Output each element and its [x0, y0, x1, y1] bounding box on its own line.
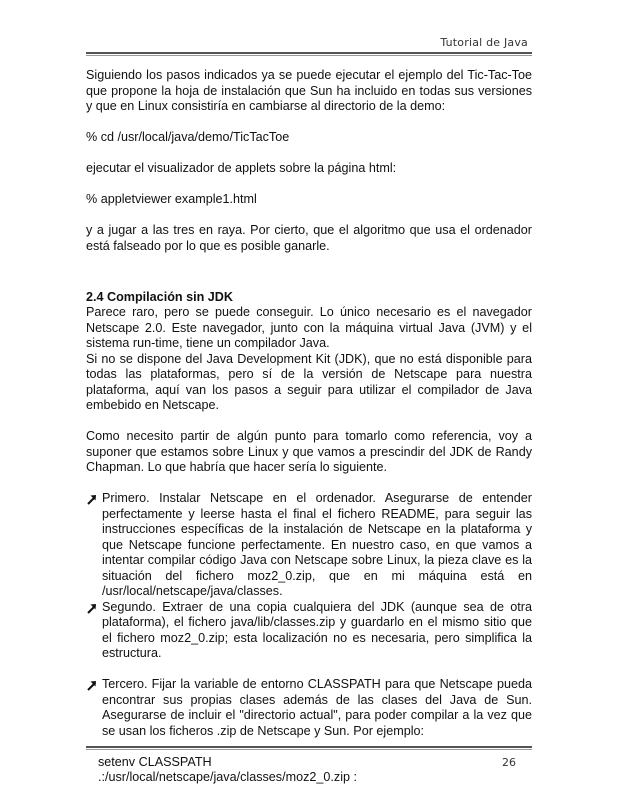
arrow-bullet-icon	[86, 679, 98, 691]
paragraph-sin-jdk: Si no se dispone del Java Development Kit (JDK), que no está disponible para todas las plataformas, pero sí de la versión de Netscape para nuestra plataforma, aquí van los pasos a seguir para utilizar el compilador de Java embebido en Netscape.	[86, 351, 532, 412]
page-content	[86, 68, 532, 786]
arrow-bullet-icon	[86, 493, 98, 505]
list-item-segundo	[86, 600, 532, 662]
paragraph-appletviewer: ejecutar el visualizador de applets sobre la página html:	[86, 161, 397, 175]
paragraph-tres-en-raya: y a jugar a las tres en raya. Por cierto, que el algoritmo que usa el ordenador está falseado por lo que es posible ganarle.	[86, 223, 532, 253]
list-item-primero	[86, 491, 532, 600]
code-setenv: setenv CLASSPATH	[98, 754, 212, 769]
page-number: 26	[502, 756, 516, 769]
list-item-text: Segundo. Extraer de una copia cualquiera del JDK (aunque sea de otra plataforma), el fichero java/lib/classes.zip y guardarlo en el mismo sitio que el fichero moz2_0.zip; esta localización no es necesaria, pero simplifica la estructura.	[102, 599, 532, 660]
code-classpath: .:/usr/local/netscape/java/classes/moz2_0.zip :	[98, 770, 357, 784]
arrow-bullet-icon	[86, 602, 98, 614]
paragraph-parece-raro: Parece raro, pero se puede conseguir. Lo único necesario es el navegador Netscape 2.0. Este navegador, junto con la máquina virtual Java (JVM) y el sistema run-time, tiene un compilador Java.	[86, 305, 532, 350]
list-item-tercero	[86, 677, 532, 739]
list-item-text: Primero. Instalar Netscape en el ordenador. Asegurarse de entender perfectamente y leerse hasta el final el fichero README, para seguir las instrucciones específicas de la instalación de Netscape en la plataforma y que Netscape funcione perfectamente. En nuestro caso, en que vamos a intentar compilar código Java con Netscape sobre Linux, la pieza clave es la situación del fichero moz2_0.zip, que en mi máquina está en /usr/local/netscape/java/classes.	[102, 491, 532, 598]
section-title: 2.4 Compilación sin JDK	[86, 289, 233, 304]
header-rule	[86, 52, 532, 56]
command-appletviewer: % appletviewer example1.html	[86, 192, 257, 206]
paragraph-intro: Siguiendo los pasos indicados ya se puede ejecutar el ejemplo del Tic-Tac-Toe que propone la hoja de instalación que Sun ha incluido en todas sus versiones y que en Linux consistiría en cambiarse al directorio de la demo:	[86, 68, 532, 113]
running-header-title: Tutorial de Java	[440, 36, 528, 49]
list-item-text: Tercero. Fijar la variable de entorno CLASSPATH para que Netscape pueda encontrar sus propias clases además de las clases del Java de Sun. Asegurarse de incluir el "directorio actual", para poder compilar a la vez que se usan los ficheros .zip de Netscape y Sun. Por ejemplo:	[102, 677, 532, 738]
command-cd: % cd /usr/local/java/demo/TicTacToe	[86, 130, 290, 144]
paragraph-linux: Como necesito partir de algún punto para tomarlo como referencia, voy a suponer que estamos sobre Linux y que vamos a prescindir del JDK de Randy Chapman. Lo que habría que hacer sería lo siguiente.	[86, 429, 532, 474]
footer-rule	[86, 746, 532, 750]
